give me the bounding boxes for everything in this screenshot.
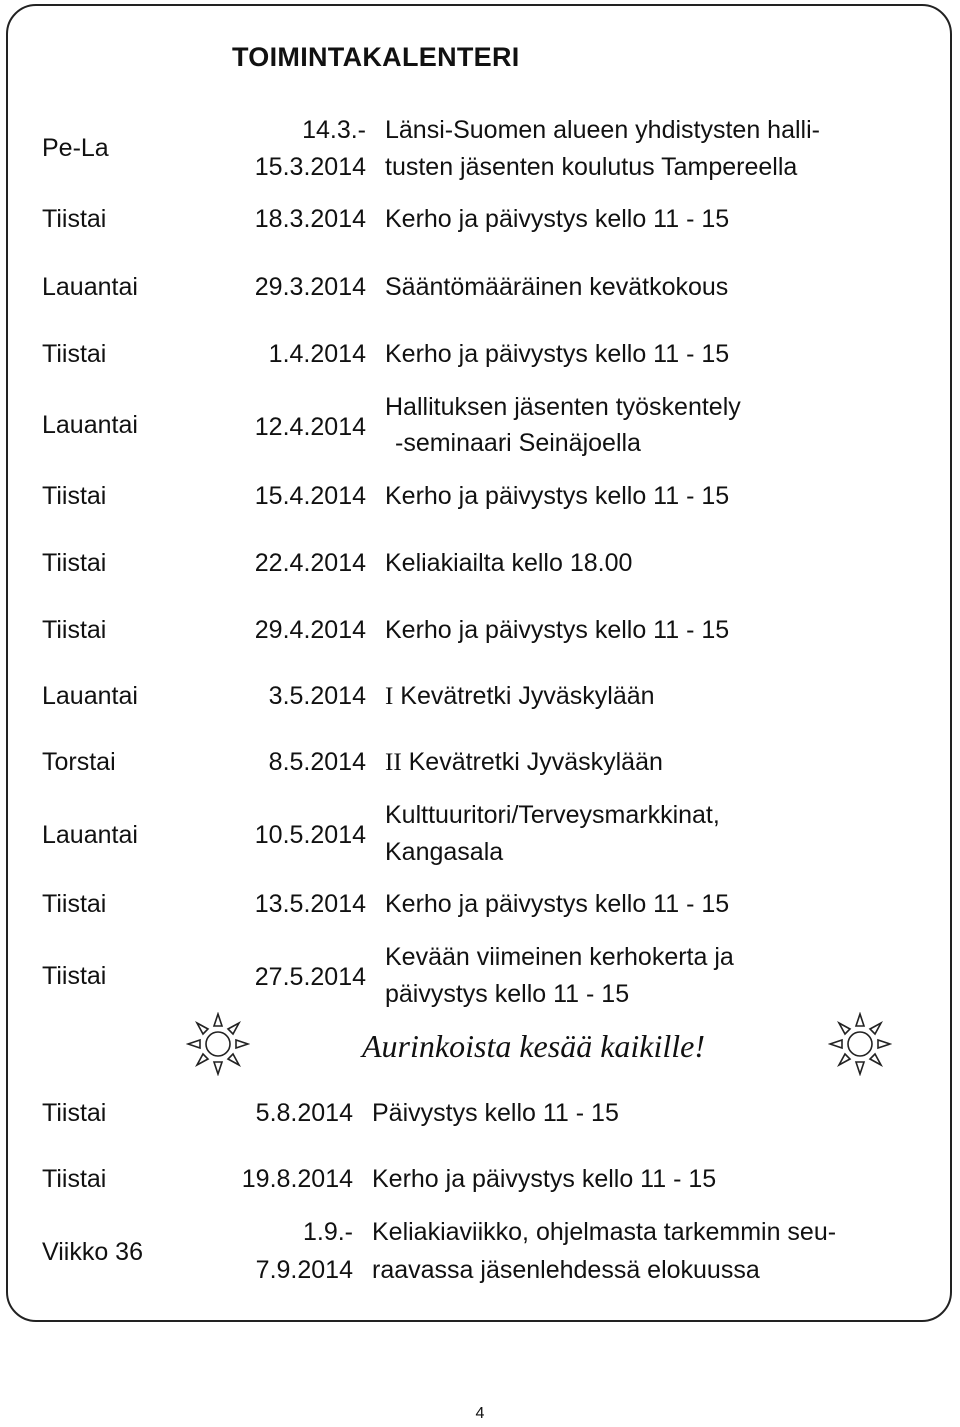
event-date: 29.3.2014 <box>254 273 366 301</box>
event-row <box>0 1161 960 1198</box>
event-date: 3.5.2014 <box>268 682 366 710</box>
event-date: 13.5.2014 <box>254 890 366 918</box>
page-title: TOIMINTAKALENTERI <box>232 42 520 72</box>
event-row <box>0 1214 960 1288</box>
event-day: Tiistai <box>42 962 107 990</box>
slogan-row <box>0 1012 960 1082</box>
event-day: Tiistai <box>42 205 107 233</box>
event-description: Kerho ja päivystys kello 11 - 15 <box>385 482 730 510</box>
sun-icon <box>186 1012 250 1076</box>
roman-numeral: I <box>385 683 394 710</box>
event-date: 12.4.2014 <box>254 413 366 441</box>
event-row <box>0 112 960 186</box>
event-day: Pe-La <box>42 134 109 162</box>
event-row <box>0 269 960 306</box>
event-row <box>0 886 960 923</box>
event-date: 1.4.2014 <box>268 340 366 368</box>
event-date: 19.8.2014 <box>241 1165 353 1193</box>
event-row <box>0 478 960 515</box>
event-date: 15.3.2014 <box>254 153 366 181</box>
slogan-text: Aurinkoista kesää kaikille! <box>362 1028 706 1064</box>
event-row <box>0 545 960 582</box>
event-row <box>0 744 960 781</box>
event-date: 5.8.2014 <box>255 1099 353 1127</box>
event-description: raavassa jäsenlehdessä elokuussa <box>372 1256 760 1284</box>
event-row <box>0 612 960 649</box>
event-row <box>0 797 960 871</box>
event-day: Lauantai <box>42 273 138 301</box>
event-description: Kevään viimeinen kerhokerta ja <box>385 943 734 971</box>
event-description: Sääntömääräinen kevätkokous <box>385 273 729 301</box>
event-row <box>0 336 960 373</box>
event-description: Kangasala <box>385 838 504 866</box>
event-day: Tiistai <box>42 1099 107 1127</box>
event-day: Lauantai <box>42 411 138 439</box>
event-description <box>385 678 655 715</box>
event-date: 27.5.2014 <box>254 963 366 991</box>
event-row <box>0 1095 960 1132</box>
event-description: Kerho ja päivystys kello 11 - 15 <box>385 340 730 368</box>
event-day: Lauantai <box>42 821 138 849</box>
event-date: 18.3.2014 <box>254 205 366 233</box>
event-date: 22.4.2014 <box>254 549 366 577</box>
event-description: Kerho ja päivystys kello 11 - 15 <box>385 205 730 233</box>
event-description: Hallituksen jäsenten työskentely <box>385 393 741 421</box>
event-description: -seminaari Seinäjoella <box>395 429 641 457</box>
event-row <box>0 389 960 463</box>
event-description: Kerho ja päivystys kello 11 - 15 <box>385 890 730 918</box>
event-description <box>385 744 663 781</box>
event-description-text: Kevätretki Jyväskylään <box>408 748 663 776</box>
event-description-text: Kevätretki Jyväskylään <box>400 682 655 710</box>
event-description: Kerho ja päivystys kello 11 - 15 <box>385 616 730 644</box>
event-description: tusten jäsenten koulutus Tampereella <box>385 153 798 181</box>
event-date: 14.3.- <box>302 116 366 144</box>
event-description: Päivystys kello 11 - 15 <box>372 1099 619 1127</box>
event-day: Tiistai <box>42 616 107 644</box>
event-description: Kulttuuritori/Terveysmarkkinat, <box>385 801 720 829</box>
event-date: 10.5.2014 <box>254 821 366 849</box>
event-day: Viikko 36 <box>42 1238 143 1266</box>
event-description: Kerho ja päivystys kello 11 - 15 <box>372 1165 717 1193</box>
sun-icon <box>828 1012 892 1076</box>
event-description: Keliakiaviikko, ohjelmasta tarkemmin seu- <box>372 1218 837 1246</box>
event-date: 1.9.- <box>302 1218 353 1246</box>
event-day: Torstai <box>42 748 116 776</box>
event-row <box>0 201 960 238</box>
event-day: Tiistai <box>42 340 107 368</box>
event-row <box>0 678 960 715</box>
event-row <box>0 939 960 1013</box>
event-date: 29.4.2014 <box>254 616 366 644</box>
roman-numeral: II <box>385 749 402 776</box>
event-date: 15.4.2014 <box>254 482 366 510</box>
event-description: Länsi-Suomen alueen yhdistysten halli- <box>385 116 820 144</box>
event-date: 7.9.2014 <box>255 1256 353 1284</box>
event-description: päivystys kello 11 - 15 <box>385 980 630 1008</box>
event-day: Lauantai <box>42 682 138 710</box>
event-date: 8.5.2014 <box>268 748 366 776</box>
event-description: Keliakiailta kello 18.00 <box>385 549 633 577</box>
event-day: Tiistai <box>42 890 107 918</box>
event-day: Tiistai <box>42 549 107 577</box>
event-day: Tiistai <box>42 1165 107 1193</box>
event-day: Tiistai <box>42 482 107 510</box>
page-number: 4 <box>475 1405 485 1422</box>
